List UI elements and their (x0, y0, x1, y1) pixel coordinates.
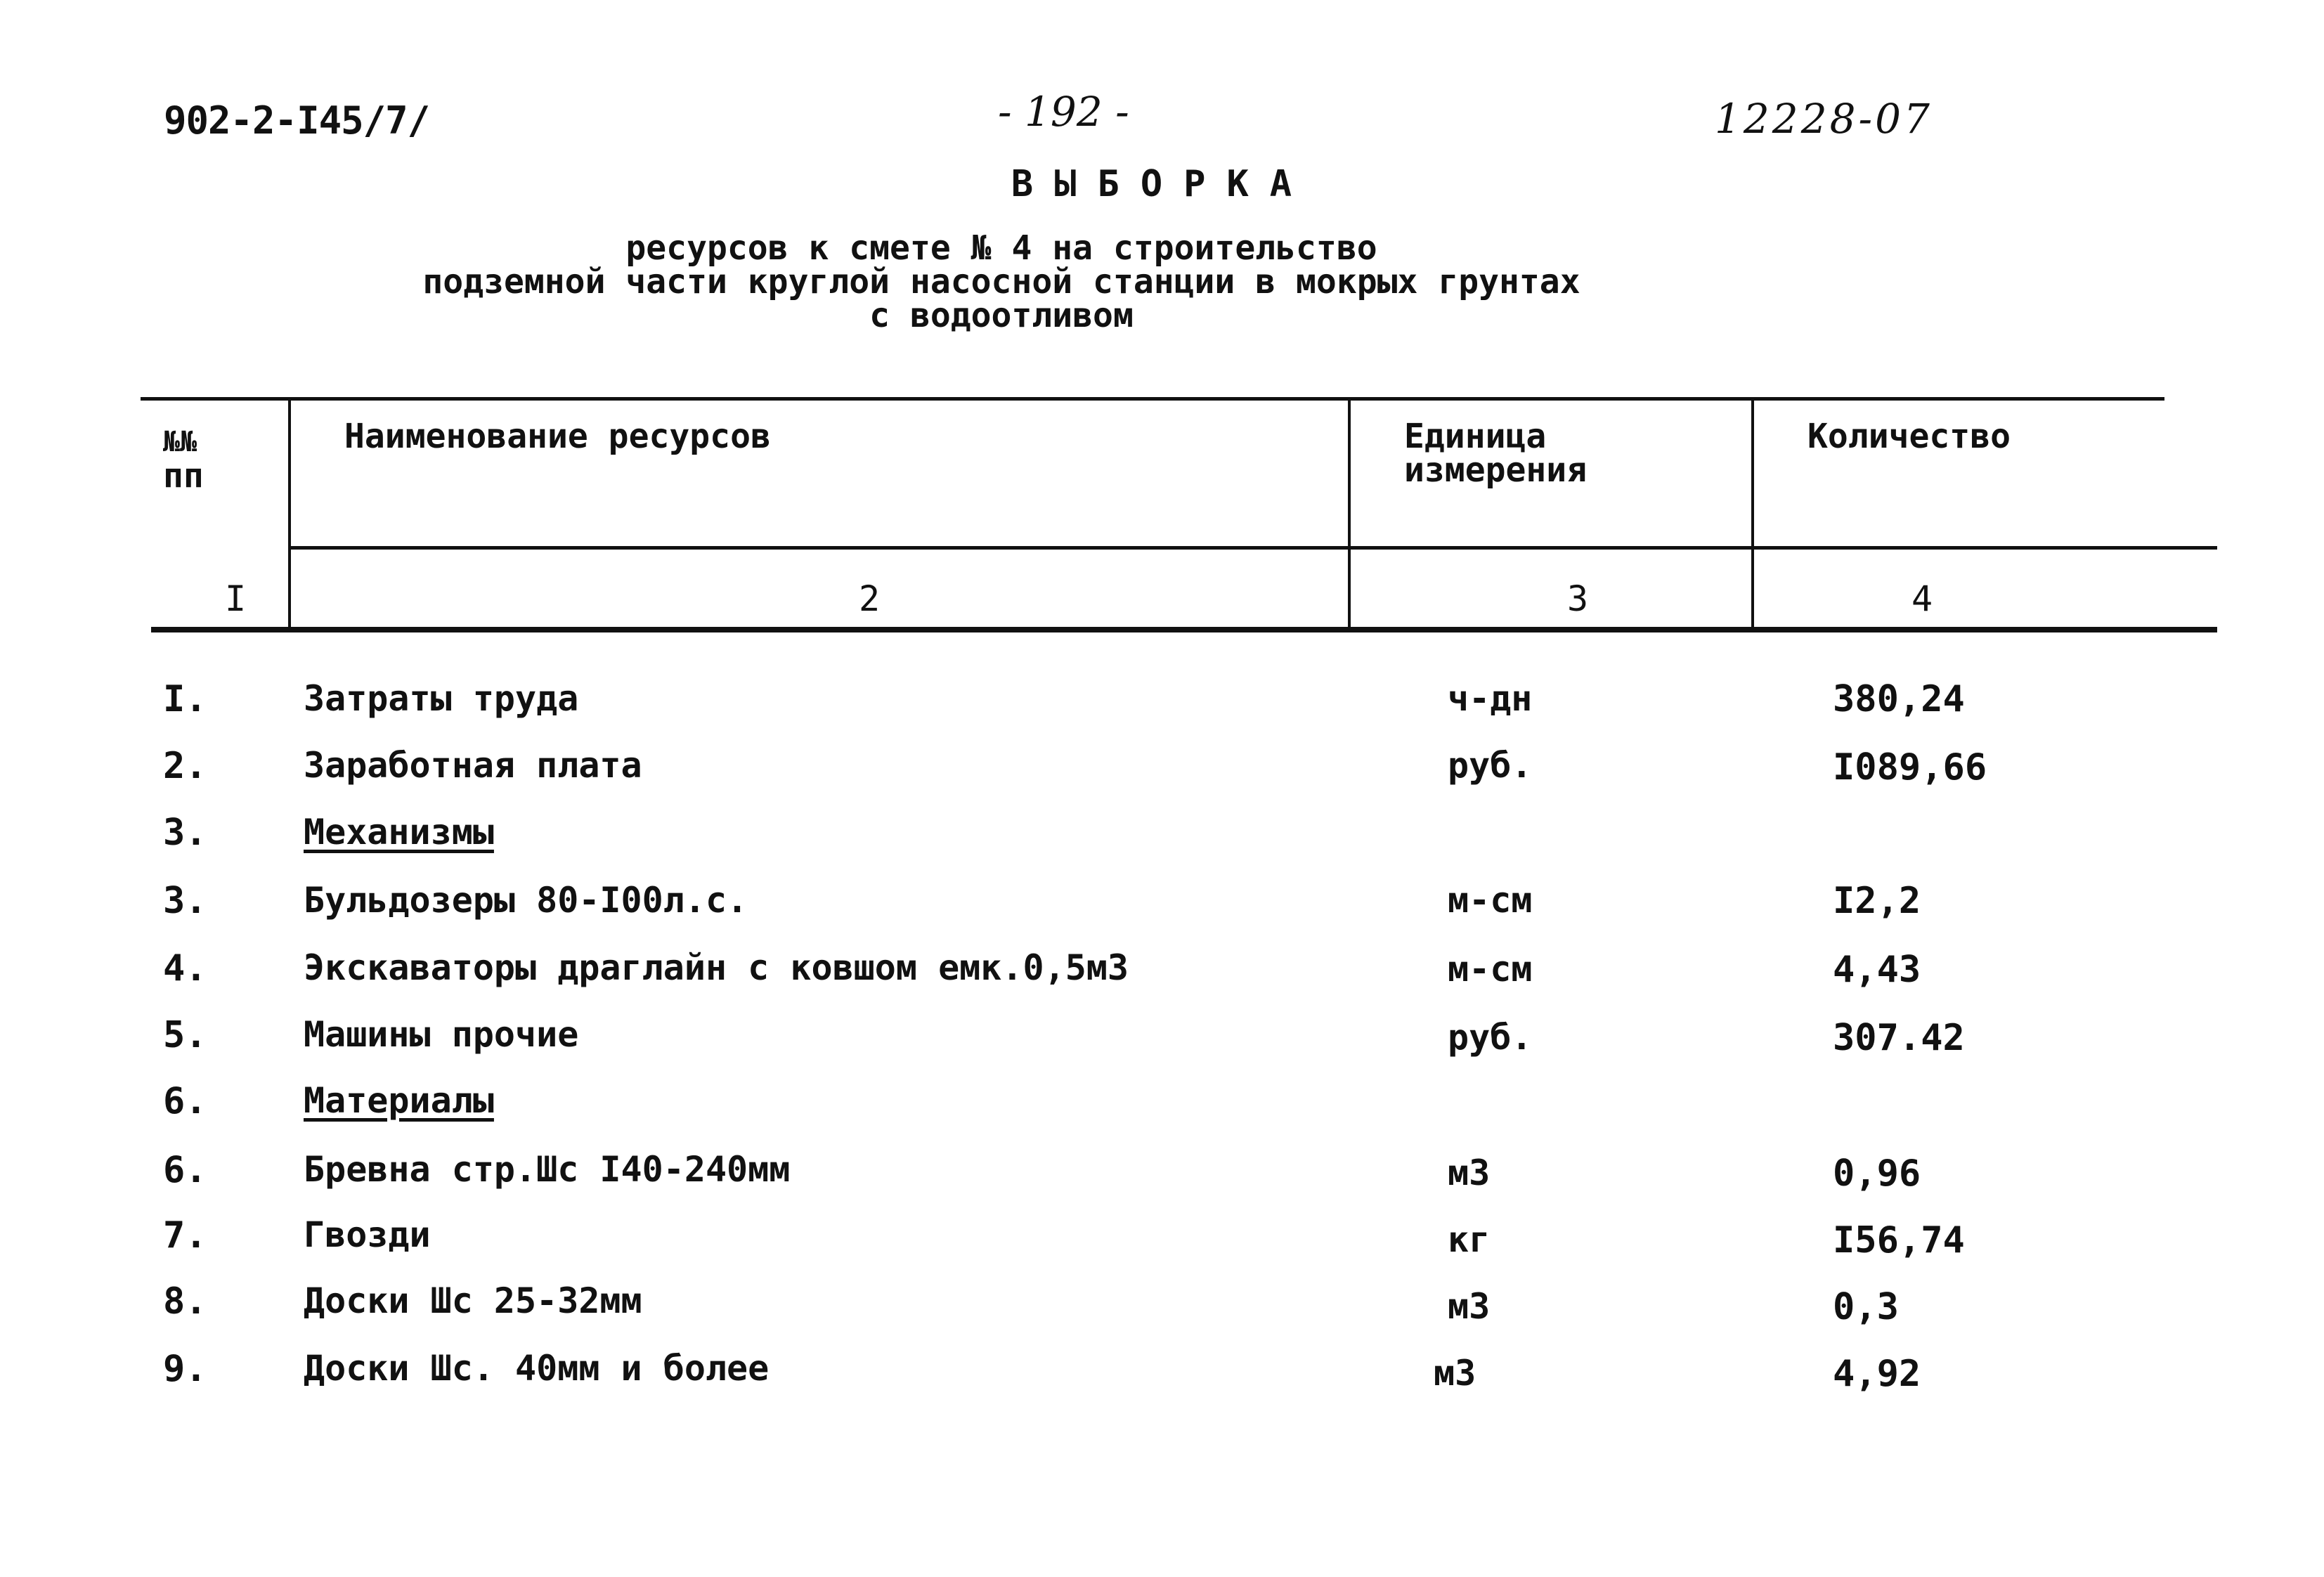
row-2-name: Заработная плата (304, 745, 642, 786)
row-9-unit: кг (1448, 1219, 1491, 1260)
row-1-num: I. (163, 678, 207, 720)
subtitle-line-2: подземной части круглой насосной станции в мокрых грунтах (422, 262, 1580, 301)
row-5-unit: м-см (1448, 949, 1533, 989)
header-name: Наименование ресурсов (344, 417, 771, 456)
row-4-name: Бульдозеры 80-I00л.с. (304, 880, 748, 921)
row-11-num: 9. (163, 1348, 207, 1390)
row-8-num: 6. (163, 1149, 207, 1191)
column-number-1: I (225, 578, 247, 619)
row-8-name: Бревна стр.Шс I40-240мм (304, 1149, 791, 1190)
row-2-num: 2. (163, 745, 207, 787)
row-4-num: 3. (163, 880, 207, 922)
row-3-num: 3. (163, 812, 207, 854)
header-num (163, 425, 204, 493)
row-5-num: 4. (163, 947, 207, 989)
row-10-num: 8. (163, 1280, 207, 1323)
column-number-4: 4 (1911, 578, 1933, 619)
row-8-qty: 0,96 (1833, 1153, 1921, 1195)
subtitle-line-3: с водоотливом (869, 296, 1134, 335)
row-1-qty: 380,24 (1833, 678, 1965, 720)
section-heading-materials: Материалы (304, 1080, 494, 1121)
row-6-name: Машины прочие (304, 1014, 579, 1055)
row-6-num: 5. (163, 1014, 207, 1056)
row-5-name: Экскаваторы драглайн с ковшом емк.0,5м3 (304, 947, 1129, 988)
sheet-number: 12228-07 (1715, 95, 1933, 143)
row-1-unit: ч-дн (1448, 678, 1533, 719)
row-7-num: 6. (163, 1080, 207, 1122)
header-num-line-2: пп (163, 456, 204, 495)
header-unit-line-1: Единица (1404, 417, 1547, 456)
row-10-unit: м3 (1448, 1286, 1491, 1327)
table-top-border (141, 397, 2164, 401)
column-number-2: 2 (859, 578, 881, 619)
row-6-unit: руб. (1448, 1017, 1533, 1058)
row-9-qty: I56,74 (1833, 1219, 1965, 1261)
row-9-name: Гвозди (304, 1214, 431, 1255)
page-number: - 192 - (998, 88, 1129, 136)
header-qty: Количество (1807, 417, 2011, 456)
row-2-qty: I089,66 (1833, 746, 1987, 788)
table-bottom-border (151, 627, 2217, 632)
row-8-unit: м3 (1448, 1153, 1491, 1193)
row-4-unit: м-см (1448, 880, 1533, 921)
row-2-unit: руб. (1448, 745, 1533, 786)
row-4-qty: I2,2 (1833, 880, 1921, 922)
row-1-name: Затраты труда (304, 678, 579, 719)
row-6-qty: 307.42 (1833, 1017, 1965, 1059)
row-11-qty: 4,92 (1833, 1353, 1921, 1395)
row-11-unit: м3 (1434, 1353, 1476, 1394)
header-unit-line-2: измерения (1404, 450, 1588, 490)
table-col-divider-2 (1348, 397, 1351, 629)
table-header-divider (288, 546, 2217, 550)
table-col-divider-3 (1751, 397, 1754, 629)
row-10-qty: 0,3 (1833, 1286, 1899, 1328)
section-heading-mechanisms: Механизмы (304, 812, 494, 852)
row-5-qty: 4,43 (1833, 949, 1921, 991)
document-code: 902-2-I45/7/ (164, 98, 430, 143)
row-10-name: Доски Шс 25-32мм (304, 1280, 642, 1321)
subtitle-line-1: ресурсов к смете № 4 на строительство (625, 228, 1377, 268)
row-11-name: Доски Шс. 40мм и более (304, 1348, 770, 1389)
column-number-3: 3 (1567, 578, 1589, 619)
table-col-divider-1 (288, 397, 291, 629)
header-num-line-1: №№ (163, 426, 197, 458)
header-unit (1404, 417, 1588, 490)
document-title: ВЫБОРКА (1011, 163, 1313, 205)
row-9-num: 7. (163, 1214, 207, 1257)
